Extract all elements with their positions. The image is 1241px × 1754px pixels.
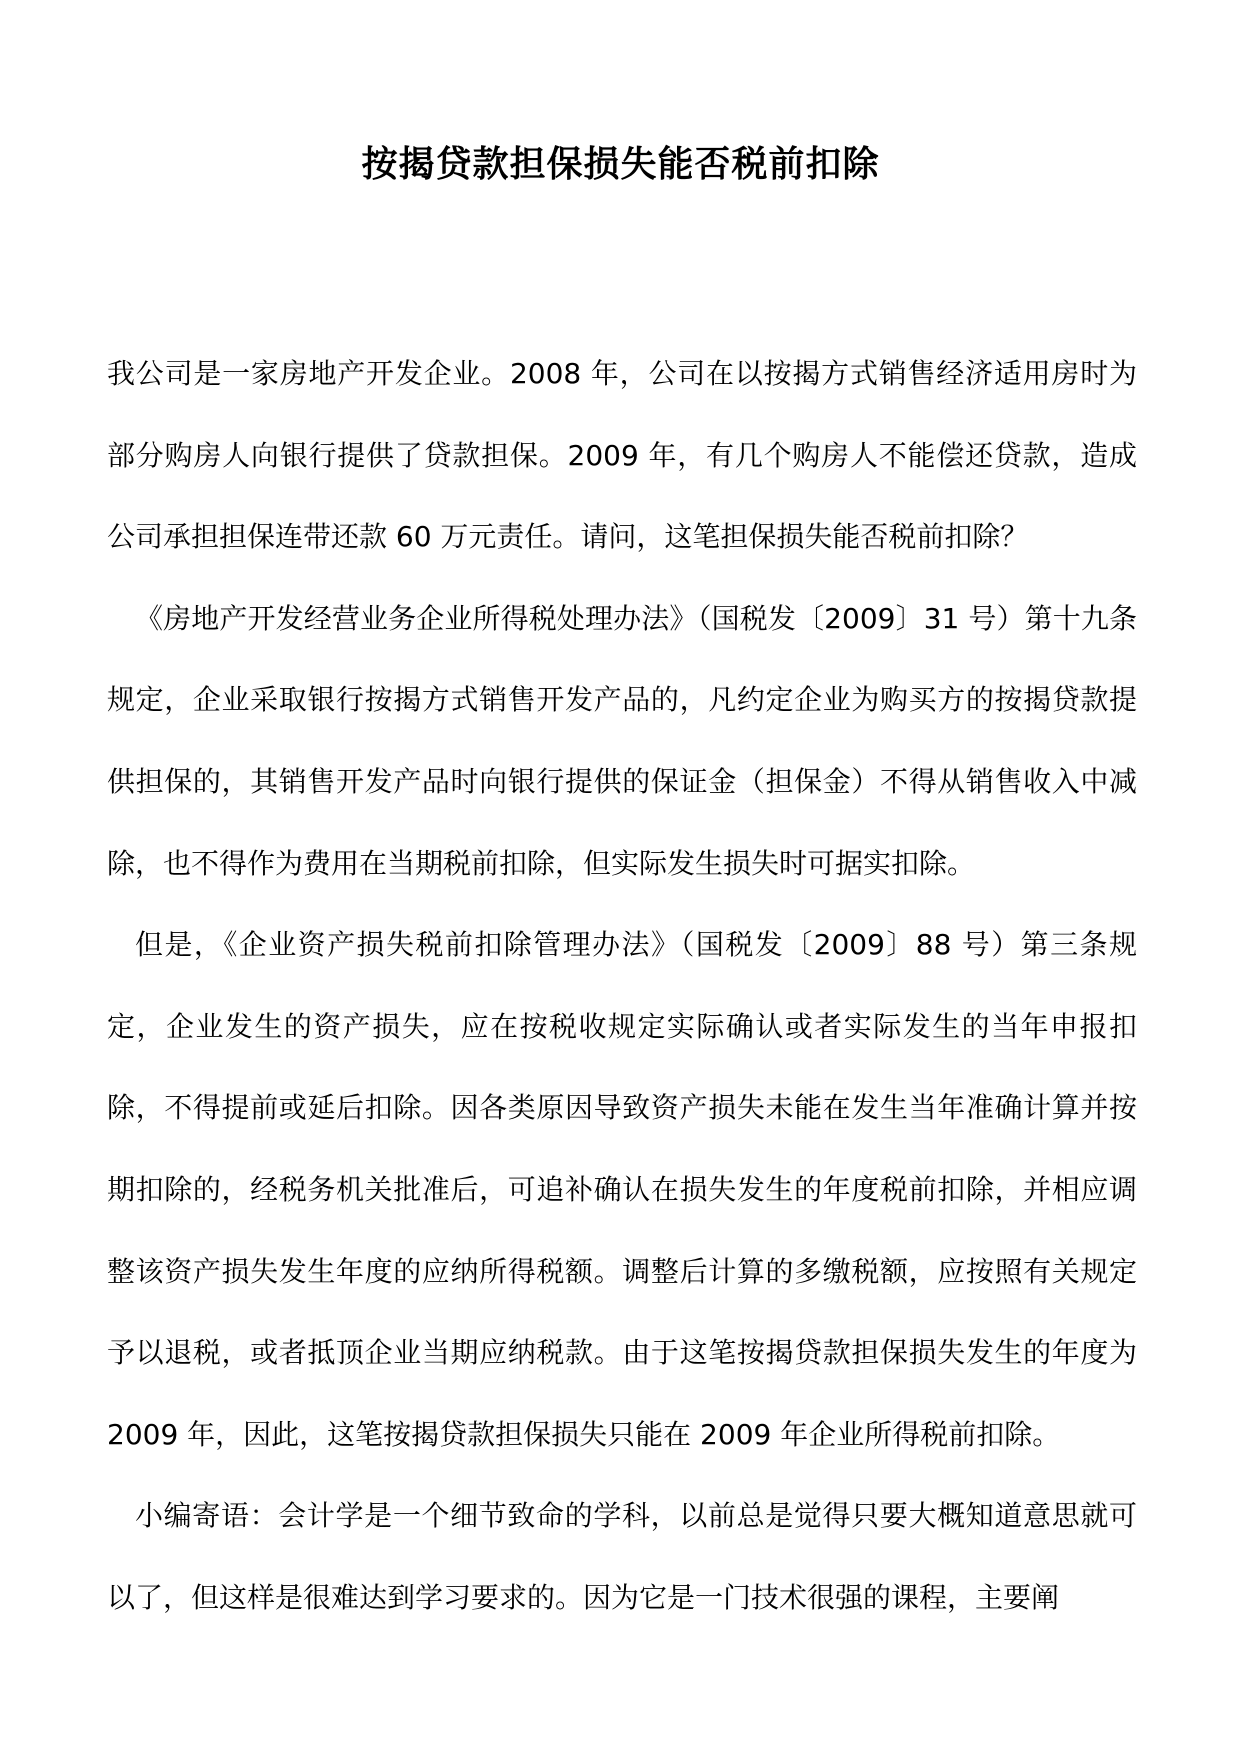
document-title: 按揭贷款担保损失能否税前扣除: [361, 143, 880, 185]
paragraph-regulation-88: 但是，《企业资产损失税前扣除管理办法》（国税发〔2009〕88 号）第三条规定，企业发生的资产损失，应在按税收规定实际确认或者实际发生的当年申报扣除，不得提前或延后扣除。因各类原因导致资产损失未能在发生当年准确计算并按期扣除的，经税务机关批准后，可追补确认在损失发生的年度税前扣除，并相应调整该资产损失发生年度的应纳所得税额。调整后计算的多缴税额，应按照有关规定予以退税，或者抵顶企业当期应纳税款。由于这笔按揭贷款担保损失发生的年度为 2009 年，因此，这笔按揭贷款担保损失只能在 2009 年企业所得税前扣除。: [107, 928, 1137, 1451]
document-body: [107, 333, 1137, 1639]
paragraph-editor-note: 小编寄语：会计学是一个细节致命的学科，以前总是觉得只要大概知道意思就可以了，但这样是很难达到学习要求的。因为它是一门技术很强的课程，主要阐: [107, 1499, 1137, 1614]
paragraph-question: 我公司是一家房地产开发企业。2008 年，公司在以按揭方式销售经济适用房时为部分购房人向银行提供了贷款担保。2009 年，有几个购房人不能偿还贷款，造成公司承担担保连带还款 60 万元责任。请问，这笔担保损失能否税前扣除？: [107, 357, 1137, 554]
paragraph-regulation-31: 《房地产开发经营业务企业所得税处理办法》（国税发〔2009〕31 号）第十九条规定，企业采取银行按揭方式销售开发产品的，凡约定企业为购买方的按揭贷款提供担保的，其销售开发产品时向银行提供的保证金（担保金）不得从销售收入中减除，也不得作为费用在当期税前扣除，但实际发生损失时可据实扣除。: [107, 601, 1137, 880]
